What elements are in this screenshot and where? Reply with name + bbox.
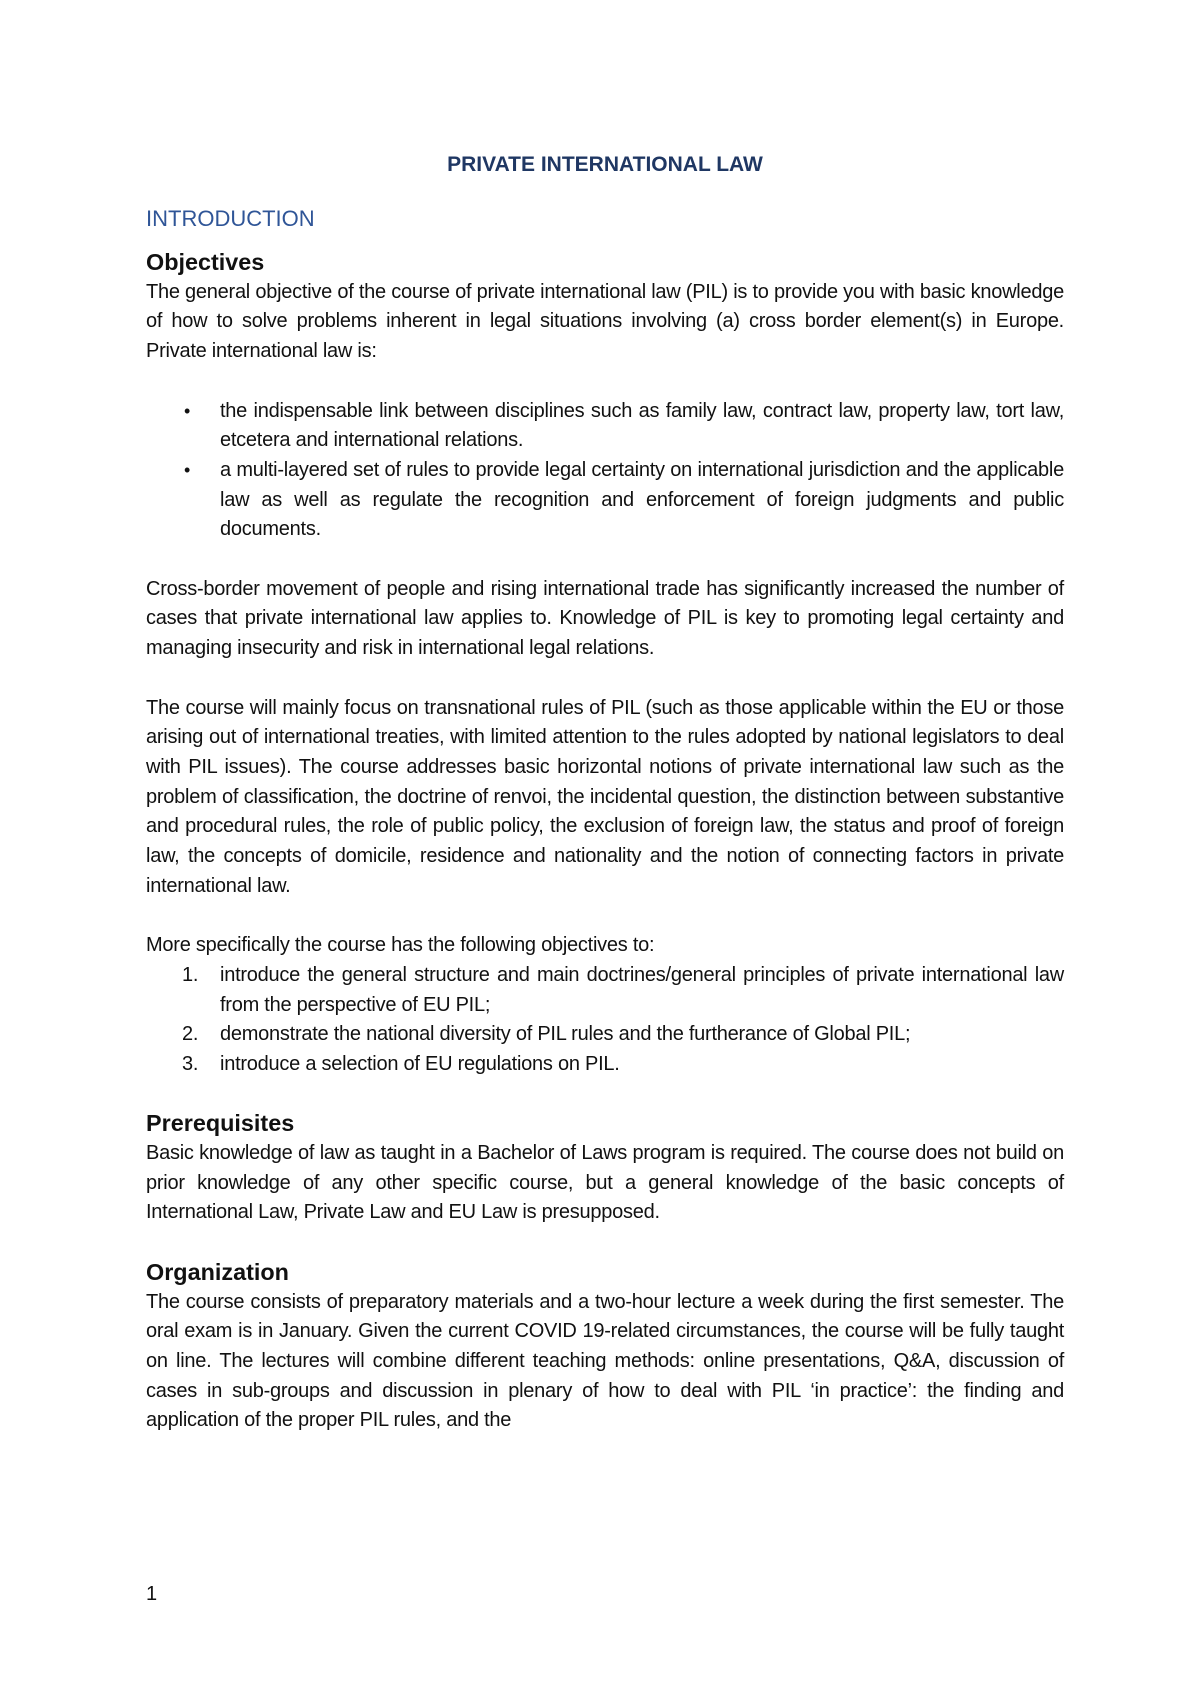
numbered-item-number: 2. xyxy=(182,1023,199,1046)
bullet-item-text: a multi-layered set of rules to provide legal certainty on international jurisdiction and the applicable law as well as regulate the recognition and enforcement of foreign judgments and public documents. xyxy=(220,458,1064,541)
course-focus-paragraph: The course will mainly focus on transnational rules of PIL (such as those applicable within the EU or those arising out of international treaties, with limited attention to the rules adopted by national legislators to deal with PIL issues). The course addresses basic horizontal notions of private international law such as the problem of classification, the doctrine of renvoi, the incidental question, the distinction between substantive and procedural rules, the role of public policy, the exclusion of foreign law, the status and proof of foreign law, the concepts of domicile, residence and nationality and the notion of connecting factors in private international law. xyxy=(146,696,1064,897)
bullet-item xyxy=(146,397,1064,456)
objectives-numbered-list xyxy=(146,961,1064,1080)
numbered-item-text: demonstrate the national diversity of PIL rules and the furtherance of Global PIL; xyxy=(220,1023,911,1046)
organization-paragraph: The course consists of preparatory materials and a two-hour lecture a week during the first semester. The oral exam is in January. Given the current COVID 19-related circumstances, the course will be fully taught on line. The lectures will combine different teaching methods: online presentations, Q&A, discussion of cases in sub-groups and discussion in plenary of how to deal with PIL ‘in practice’: the finding and application of the proper PIL rules, and the xyxy=(146,1290,1064,1432)
cross-border-paragraph: Cross-border movement of people and rising international trade has significantly increased the number of cases that private international law applies to. Knowledge of PIL is key to promoting legal certainty and managing insecurity and risk in international legal relations. xyxy=(146,577,1064,660)
organization-heading: Organization xyxy=(146,1258,289,1285)
numbered-item-number: 1. xyxy=(182,963,199,986)
bullet-item xyxy=(146,456,1064,545)
section-heading-introduction: INTRODUCTION xyxy=(146,206,315,231)
bullet-icon: • xyxy=(184,400,191,421)
spacer xyxy=(146,1080,1064,1110)
objectives-bullet-list xyxy=(146,397,1064,546)
spacer xyxy=(146,664,1064,694)
bullet-item-text: the indispensable link between disciplines such as family law, contract law, property law, tort law, etcetera and international relations. xyxy=(220,399,1064,452)
numbered-item xyxy=(146,1050,1064,1080)
specific-objectives-intro: More specifically the course has the following objectives to: xyxy=(146,934,655,957)
page-number: 1 xyxy=(146,1583,158,1605)
prerequisites-heading: Prerequisites xyxy=(146,1110,295,1137)
objectives-heading: Objectives xyxy=(146,249,265,275)
bullet-icon: • xyxy=(184,459,191,480)
numbered-item xyxy=(146,1020,1064,1050)
numbered-item-text: introduce the general structure and main doctrines/general principles of private international law from the perspective of EU PIL; xyxy=(220,963,1064,1016)
document-title: PRIVATE INTERNATIONAL LAW xyxy=(447,153,763,176)
spacer xyxy=(146,1228,1064,1258)
spacer xyxy=(146,901,1064,931)
prerequisites-paragraph: Basic knowledge of law as taught in a Bachelor of Laws program is required. The course does not build on prior knowledge of any other specific course, but a general knowledge of the basic concepts of International Law, Private Law and EU Law is presupposed. xyxy=(146,1142,1064,1224)
numbered-item-number: 3. xyxy=(182,1052,199,1075)
objectives-intro-paragraph: The general objective of the course of private international law (PIL) is to provide you with basic knowledge of how to solve problems inherent in legal situations involving (a) cross border element(s) in Europe. Private international law is: xyxy=(146,280,1064,363)
page-content xyxy=(146,150,1064,1436)
spacer xyxy=(146,545,1064,575)
numbered-item-text: introduce a selection of EU regulations on PIL. xyxy=(220,1052,620,1075)
spacer xyxy=(146,367,1064,397)
numbered-item xyxy=(146,961,1064,1020)
